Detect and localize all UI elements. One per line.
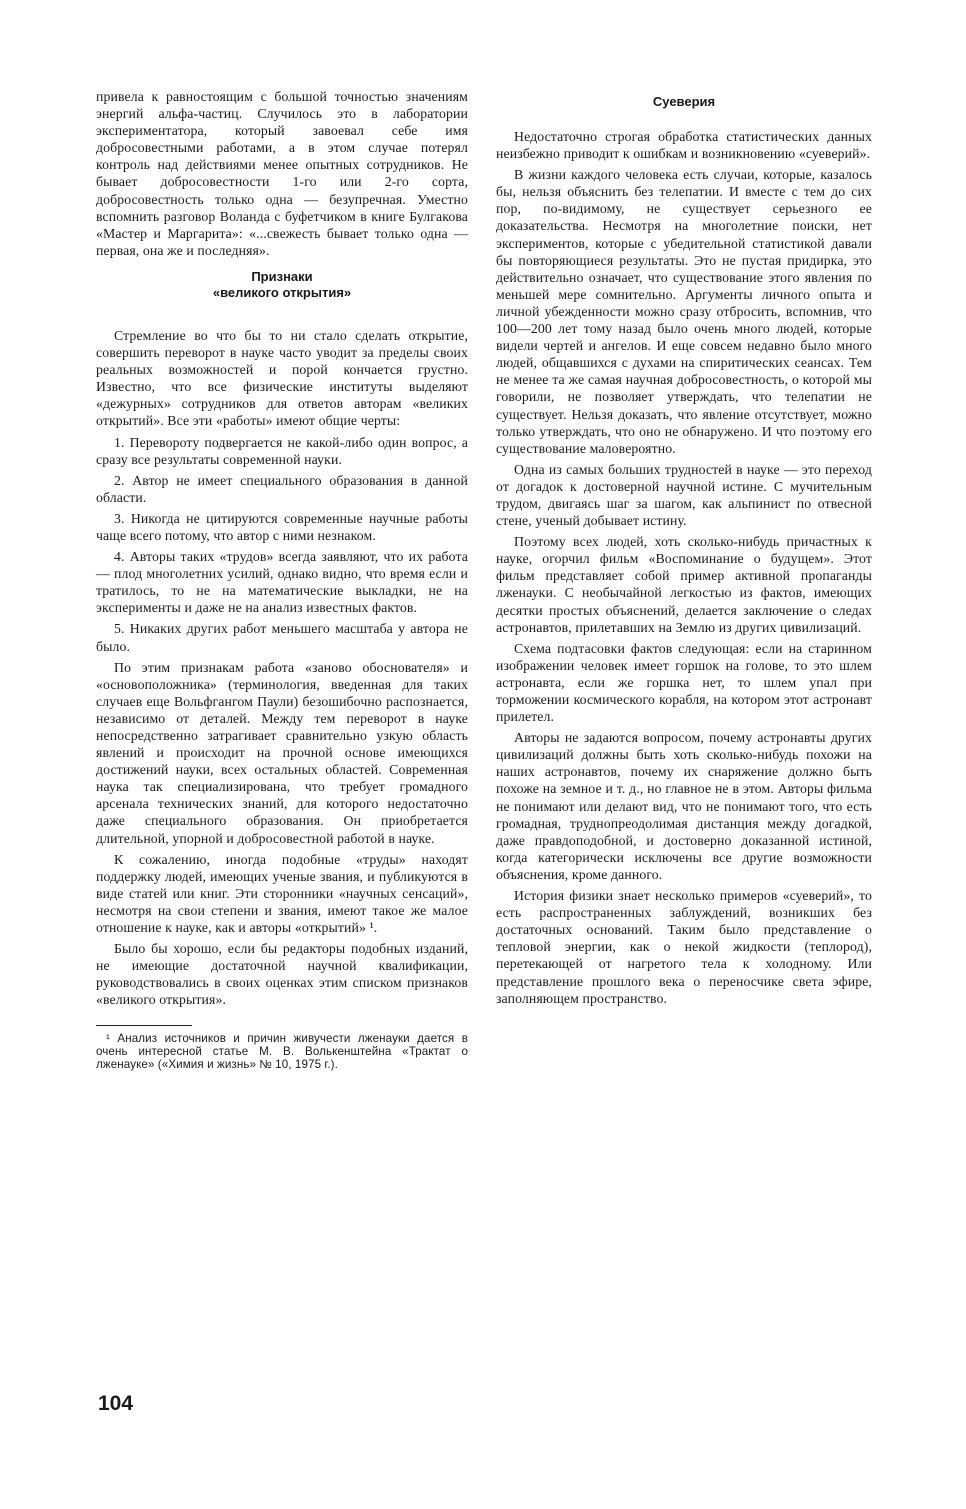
- paragraph-right-5: Схема подтасовки фактов следующая: если на старинном изображении человек имеет горшок на голове, то это шлем астронавта, если же горшка нет, то шлем упал при торможении космического корабля, на котором этот астронавт прилетел.: [496, 640, 872, 725]
- section-heading-line-1: Признаки: [251, 268, 313, 284]
- paragraph-left-4: К сожалению, иногда подобные «труды» находят поддержку людей, имеющих ученые звания, и публикуются в виде статей или книг. Эти сторонники «научных сенсаций», несмотря на свои степени и звания, имеют такое же малое отношение к науке, как и авторы «открытий» ¹.: [96, 851, 468, 936]
- paragraph-left-3: По этим признакам работа «заново обоснователя» и «основоположника» (терминология, введенная для таких случаев еще Вольфгангом Паули) безошибочно распознается, независимо от деталей. Между тем переворот в науке непосредственно затрагивает сравнительно узкую область явлений и происходит на прочной основе имеющихся достижений науки, всех остальных областей. Современная наука так специализирована, что требует громадного арсенала технических знаний, для которого недостаточно даже специального образования. Он приобретается длительной, упорной и добросовестной работой в науке.: [96, 659, 468, 846]
- list-item-2: 2. Автор не имеет специального образования в данной области.: [96, 472, 468, 505]
- paragraph-right-4: Поэтому всех людей, хоть сколько-нибудь причастных к науке, огорчил фильм «Воспоминание о будущем». Этот фильм представляет собой пример активной пропаганды лженауки. С необычайной легкостью из фактов, имеющих десятки простых объяснений, делается заключение о следах астронавтов, прилетавших на Землю из других цивилизаций.: [496, 534, 872, 635]
- right-column: [496, 88, 872, 1011]
- paragraph-right-6: Авторы не задаются вопросом, почему астронавты других цивилизаций должны быть хоть сколько-нибудь похожи на наших астронавтов, почему их снаряжение должно быть похоже на земное и т. д., но главное не в этом. Авторы фильма не понимают или делают вид, что не понимают того, что есть громадная, труднопреодолимая дистанция между догадкой, даже правдоподобной, и достоверно доказанной истиной, когда категорически исключены все другие возможности объяснения, кроме данного.: [496, 730, 872, 882]
- section-heading-discovery: [96, 269, 468, 301]
- list-item-5: 5. Никаких других работ меньшего масштаба у автора не было.: [96, 621, 468, 654]
- paragraph-right-2: В жизни каждого человека есть случаи, которые, казалось бы, нельзя объяснить без телепатии. И вместе с тем до сих пор, по-видимому, не существует серьезного ее доказательства. Несмотря на многолетние поиски, нет экспериментов, которые с убедительной статистикой давали бы повторяющиеся результаты. Это не пустая придирка, это действительно означает, что существование этого явления по меньшей мере сомнительно. Аргументы личного опыта и личной убежденности можно сразу отбросить, вспомнив, что 100—200 лет тому назад было очень много людей, которые видели чертей и ангелов. И еще совсем недавно было много людей, общавшихся с духами на спиритических сеансах. Тем не менее та же самая научная добросовестность, о которой мы говорили, не позволяет утверждать, что телепатии не существует. Нельзя доказать, что явление отсутствует, можно только утверждать, что оно не обнаружено. И что поэтому его существование маловероятно.: [496, 167, 872, 456]
- list-item-3: 3. Никогда не цитируются современные научные работы чаще всего потому, что автор с ними незнаком.: [96, 510, 468, 543]
- paragraph-left-1: привела к равностоящим с большой точностью значениям энергий альфа-частиц. Случилось это в лаборатории экспериментатора, который завоевал себе имя добросовестными работами, а в этом случае потерял контроль над действиями менее опытных сотрудников. Не бывает добросовестности 1-го или 2-го сорта, добросовестность только одна — безупречная. Уместно вспомнить разговор Воланда с буфетчиком в книге Булгакова «Мастер и Маргарита»: «...свежесть бывает только одна — первая, она же и последняя».: [96, 89, 468, 258]
- list-item-4: 4. Авторы таких «трудов» всегда заявляют, что их работа — плод многолетних усилий, однако видно, что время если и тратилось, то не на математические выкладки, не на эксперименты и даже не на анализ известных фактов.: [96, 549, 468, 616]
- paragraph-right-7: История физики знает несколько примеров «суеверий», то есть распространенных заблуждений, возникших без достаточных оснований. Таким было представление о тепловой энергии, как о некой жидкости (теплород), перетекающей от нагретого тела к холодному. Или представление прошлого века о переносчике света эфире, заполняющем пространство.: [496, 888, 872, 1006]
- section-title-superstitions: Суеверия: [652, 94, 716, 109]
- paragraph-left-5: Было бы хорошо, если бы редакторы подобных изданий, не имеющие достаточной научной квалификации, руководствовались в своих оценках этим списком признаков «великого открытия».: [96, 941, 468, 1008]
- left-column: [96, 88, 468, 1072]
- section-heading-line-2: «великого открытия»: [212, 284, 352, 300]
- footnote-divider: [96, 1025, 192, 1026]
- footnote: ¹ Анализ источников и причин живучести лженауки дается в очень интересной статье М. В. Волькенштейна «Трактат о лженауке» («Химия и жизнь» № 10, 1975 г.).: [96, 1031, 468, 1072]
- page-number: 104: [98, 1392, 134, 1415]
- paragraph-right-3: Одна из самых больших трудностей в науке — это переход от догадок к достоверной научной истине. С мучительным трудом, двигаясь шаг за шагом, как альпинист по отвесной стене, ученый добывает истину.: [496, 461, 872, 529]
- paragraph-left-2: Стремление во что бы то ни стало сделать открытие, совершить переворот в науке часто уводит за пределы своих реальных возможностей и порой кончается грустно. Известно, что все физические институты выделяют «дежурных» сотрудников для ответов авторам «великих открытий». Все эти «работы» имеют общие черты:: [96, 327, 468, 429]
- paragraph-right-1: Недостаточно строгая обработка статистических данных неизбежно приводит к ошибкам и возникновению «суеверий».: [496, 129, 872, 162]
- list-item-1: 1. Перевороту подвергается не какой-либо один вопрос, а сразу все результаты современной науки.: [96, 434, 468, 467]
